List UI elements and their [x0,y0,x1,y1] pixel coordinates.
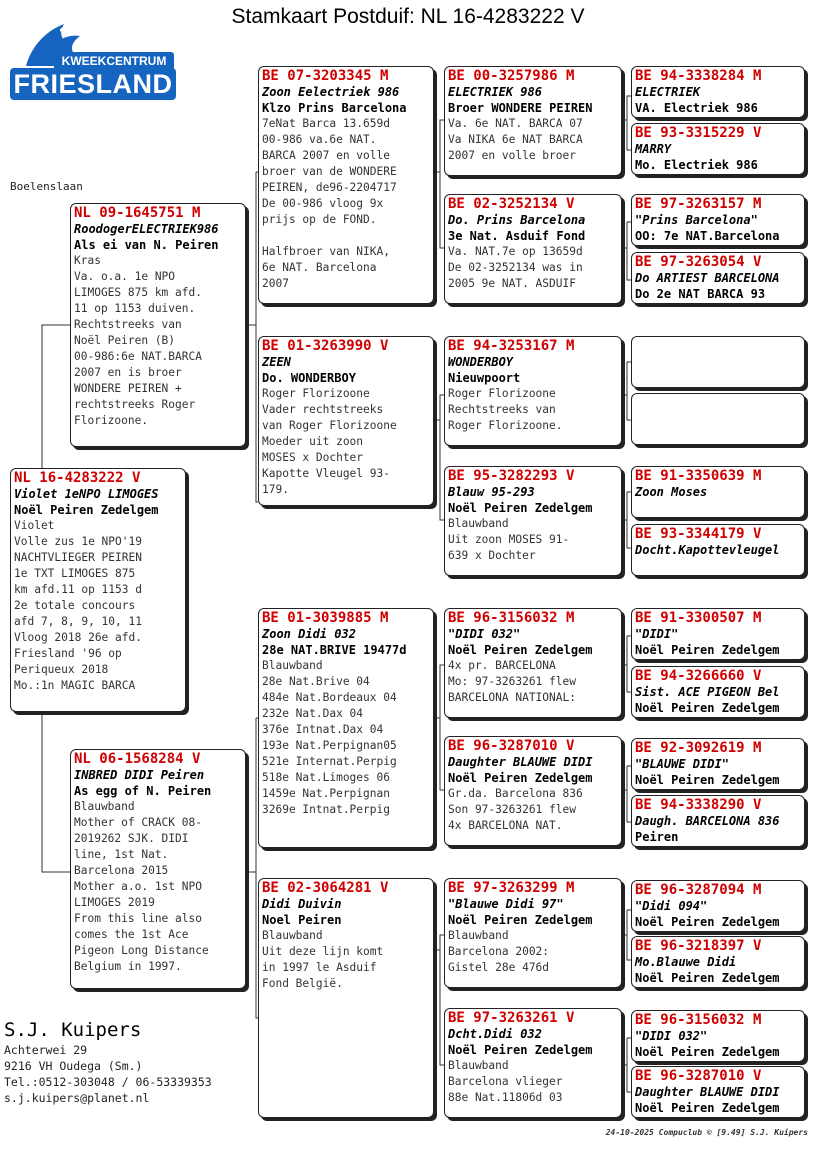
pigeon-subtitle: Noel Peiren [262,913,342,927]
pigeon-name: "Prins Barcelona" [635,213,758,227]
pigeon-info-line: Roger Florizoone [448,387,556,400]
pigeon-info-line: Mother a.o. 1st NPO [74,880,202,893]
pigeon-card-mm[interactable] [258,878,434,1118]
pigeon-name: Docht.Kapottevleugel [635,543,780,557]
pigeon-info-line: 2007 [262,277,289,290]
pigeon-card-mmff[interactable] [631,880,805,932]
pigeon-info-line: PEIREN, de96-2204717 [262,181,397,194]
pigeon-name: Daughter BLAUWE DIDI [448,755,593,769]
pigeon-info-line: BARCA 2007 en volle [262,149,390,162]
pigeon-info-line: Mo: 97-3263261 flew [448,675,576,688]
pigeon-card-mmmf[interactable] [631,1010,805,1062]
pigeon-info-line: 232e Nat.Dax 04 [262,707,364,720]
pigeon-info-line: Gr.da. Barcelona 836 [448,787,583,800]
ring-number: NL 06-1568284 V [74,751,201,767]
pigeon-subtitle: 28e NAT.BRIVE 19477d [262,643,407,657]
pigeon-subtitle: Noël Peiren Zedelgem [448,643,593,657]
pigeon-subtitle: Noël Peiren Zedelgem [635,971,780,985]
ring-number: BE 96-3156032 M [448,610,575,626]
pigeon-card-fm[interactable] [258,336,434,506]
ring-number: BE 94-3253167 M [448,338,575,354]
pigeon-subtitle: Noël Peiren Zedelgem [635,915,780,929]
pigeon-info-line: Rechtstreeks van [74,318,182,331]
pigeon-info-line: Blauwband [448,929,509,942]
pigeon-subtitle: Als ei van N. Peiren [74,238,219,252]
pigeon-info-line: comes the 1st Ace [74,928,189,941]
pigeon-info-line: 376e Intnat.Dax 04 [262,723,384,736]
pigeon-name: Do ARTIEST BARCELONA [635,271,780,285]
pigeon-info-line: Mo.:1n MAGIC BARCA [14,679,136,692]
pigeon-card-fmmf[interactable] [631,466,805,518]
pigeon-name: Blauw 95-293 [448,485,535,499]
page-title: Stamkaart Postduif: NL 16-4283222 V [231,5,585,28]
pigeon-card-ffmf[interactable] [631,194,805,246]
ring-number: BE 93-3315229 V [635,125,762,141]
pigeon-card-fff[interactable] [444,66,622,176]
pigeon-info-line: 179. [262,483,289,496]
pigeon-info-line: Rechtstreeks van [448,403,556,416]
pigeon-info-line: Barcelona vlieger [448,1075,563,1088]
pigeon-name: MARRY [635,142,672,156]
pigeon-info-line: Barcelona 2002: [448,945,550,958]
pigeon-card-ffm[interactable] [444,194,622,304]
pigeon-name: ELECTRIEK 986 [448,85,542,99]
pigeon-card-mother[interactable] [70,749,246,989]
pigeon-card-fmf[interactable] [444,336,622,446]
pigeon-name: Zoon Moses [635,485,708,499]
pigeon-info-line: 2007 en is broer [74,366,182,379]
pigeon-card-fmff[interactable] [631,336,805,388]
pigeon-info-line: Roger Florizoone [262,387,370,400]
ring-number: BE 97-3263157 M [635,196,762,212]
pigeon-subtitle: Noël Peiren Zedelgem [448,913,593,927]
pigeon-name: ELECTRIEK [635,85,701,99]
pigeon-info-line: afd 7, 8, 9, 10, 11 [14,615,142,628]
pigeon-card-mmfm[interactable] [631,936,805,988]
pigeon-info-line: Mother of CRACK 08- [74,816,202,829]
pigeon-name: "Blauwe Didi 97" [448,897,564,911]
pigeon-info-line: 193e Nat.Perpignan05 [262,739,397,752]
ring-number: BE 93-3344179 V [635,526,762,542]
ring-number: BE 97-3263054 V [635,254,762,270]
ring-number: BE 97-3263261 V [448,1010,575,1026]
pigeon-subtitle: Noël Peiren Zedelgem [448,771,593,785]
pigeon-info-line: Volle zus 1e NPO'19 [14,535,142,548]
ring-number: BE 00-3257986 M [448,68,575,84]
pigeon-subtitle: As egg of N. Peiren [74,784,212,798]
pigeon-info-line: Friesland '96 op [14,647,122,660]
pigeon-info-line: Va. o.a. 1e NPO [74,270,176,283]
pigeon-subtitle: Peiren [635,830,679,844]
owner-address: Achterwei 29 [4,1043,88,1057]
pigeon-subtitle: Do. WONDERBOY [262,371,356,385]
pigeon-info-line: Blauwband [448,517,509,530]
pigeon-subtitle: Noël Peiren Zedelgem [635,1045,780,1059]
pigeon-info-line: broer van de WONDERE [262,165,397,178]
pigeon-info-line [262,228,430,244]
logo-friesland-text: FRIESLAND [10,68,176,100]
pigeon-card-fmfm[interactable] [631,393,805,445]
pigeon-name: Dcht.Didi 032 [448,1027,542,1041]
pigeon-info-line: 1459e Nat.Perpignan [262,787,390,800]
pigeon-name: Violet 1eNPO LIMOGES [14,487,159,501]
pigeon-subtitle: Noël Peiren Zedelgem [635,1101,780,1115]
pigeon-card-ffff[interactable] [631,66,805,118]
pigeon-card-mfmm[interactable] [631,795,805,847]
pigeon-subtitle: Noël Peiren Zedelgem [635,643,780,657]
pigeon-info-line: 28e Nat.Brive 04 [262,675,370,688]
pigeon-info-line: prijs op de FOND. [262,213,377,226]
pigeon-info-line: BARCELONA NATIONAL: [448,691,576,704]
pigeon-card-ff[interactable] [258,66,434,304]
pigeon-info-line: 2e totale concours [14,599,136,612]
pigeon-card-mfm[interactable] [444,736,622,846]
pigeon-info-line: LIMOGES 875 km afd. [74,286,202,299]
ring-number: BE 94-3266660 V [635,668,762,684]
pigeon-info-line: Blauwband [74,800,135,813]
owner-block [4,1018,212,1106]
pigeon-info-line: 00-986:6e NAT.BARCA [74,350,202,363]
pigeon-name: Daughter BLAUWE DIDI [635,1085,780,1099]
pigeon-subtitle: Broer WONDERE PEIREN [448,101,593,115]
pigeon-info-line: 518e Nat.Limoges 06 [262,771,390,784]
ring-number: BE 02-3252134 V [448,196,575,212]
pigeon-info-line: Blauwband [262,659,323,672]
pigeon-subtitle: Noël Peiren Zedelgem [448,501,593,515]
ring-number: BE 96-3287010 V [635,1068,762,1084]
pigeon-info-line: LIMOGES 2019 [74,896,155,909]
ring-number: BE 91-3300507 M [635,610,762,626]
ring-number: BE 97-3263299 M [448,880,575,896]
ring-number: BE 95-3282293 V [448,468,575,484]
pigeon-name: "DIDI" [635,627,679,641]
pigeon-info-line: 11 op 1153 duiven. [74,302,196,315]
ring-number: BE 96-3287094 M [635,882,762,898]
pigeon-info-line: line, 1st Nat. [74,848,169,861]
pigeon-name: Didi Duivin [262,897,342,911]
pigeon-info-line: Halfbroer van NIKA, [262,245,390,258]
pigeon-info-line: Vader rechtstreeks [262,403,384,416]
pigeon-subtitle: VA. Electriek 986 [635,101,758,115]
pigeon-name: Sist. ACE PIGEON Bel [635,685,780,699]
pigeon-info-line: Violet [14,519,55,532]
ring-number: BE 96-3287010 V [448,738,575,754]
pigeon-card-mffm[interactable] [631,666,805,718]
owner-name: S.J. Kuipers [4,1019,142,1041]
pigeon-info-line: 7eNat Barca 13.659d [262,117,390,130]
pigeon-info-line: Uit zoon MOSES 91- [448,533,570,546]
kweekcentrum-logo [10,14,178,102]
ring-number: BE 96-3156032 M [635,1012,762,1028]
pigeon-info-line: De 02-3252134 was in [448,261,583,274]
pigeon-info-line: 00-986 va.6e NAT. [262,133,377,146]
pigeon-info-line: van Roger Florizoone [262,419,397,432]
pigeon-info-line: 4x pr. BARCELONA [448,659,556,672]
ring-number: BE 01-3263990 V [262,338,389,354]
ring-number: BE 96-3218397 V [635,938,762,954]
pigeon-card-mf[interactable] [258,608,434,848]
pigeon-name: WONDERBOY [448,355,514,369]
ring-number: BE 94-3338284 M [635,68,762,84]
pigeon-name: ZEEN [262,355,291,369]
pigeon-info-line: 4x BARCELONA NAT. [448,819,563,832]
pigeon-subtitle: Do 2e NAT BARCA 93 [635,287,766,301]
pigeon-info-line: Blauwband [448,1059,509,1072]
pigeon-info-line: in 1997 le Asduif [262,961,377,974]
pigeon-card-mmmm[interactable] [631,1066,805,1118]
pigeon-name: "DIDI 032" [448,627,521,641]
pigeon-info-line: Kras [74,254,101,267]
pigeon-card-fmm[interactable] [444,466,622,576]
ring-number: BE 01-3039885 M [262,610,389,626]
pigeon-info-line: De 00-986 vloog 9x [262,197,384,210]
pigeon-card-fmmm[interactable] [631,524,805,576]
pigeon-name: Zoon Eelectriek 986 [262,85,400,99]
loft-name: Boelenslaan [10,180,83,193]
pigeon-info-line: 2005 9e NAT. ASDUIF [448,277,576,290]
pigeon-info-line: NACHTVLIEGER PEIREN [14,551,142,564]
pigeon-info-line: 639 x Dochter [448,549,536,562]
ring-number: BE 02-3064281 V [262,880,389,896]
pigeon-info-line: Gistel 28e 476d [448,961,550,974]
pigeon-info-line: Va. NAT.7e op 13659d [448,245,583,258]
pigeon-subtitle: Noël Peiren Zedelgem [14,503,159,517]
pigeon-info-line: Vloog 2018 26e afd. [14,631,142,644]
pigeon-card-mfmf[interactable] [631,738,805,790]
pigeon-info-line: Roger Florizoone. [448,419,563,432]
pigeon-info-line: Fond België. [262,977,343,990]
pigeon-info-line: Noël Peiren (B) [74,334,176,347]
pigeon-info-line: 6e NAT. Barcelona [262,261,377,274]
pigeon-name: Daugh. BARCELONA 836 [635,814,780,828]
pigeon-name: INBRED DIDI Peiren [74,768,205,782]
pigeon-card-ffmm[interactable] [631,252,805,304]
pigeon-name: "DIDI 032" [635,1029,708,1043]
pigeon-subtitle: Noël Peiren Zedelgem [448,1043,593,1057]
pigeon-info-line: Blauwband [262,929,323,942]
pigeon-info-line: Florizoone. [74,414,149,427]
pigeon-info-line: Va. 6e NAT. BARCA 07 [448,117,583,130]
pigeon-subtitle: OO: 7e NAT.Barcelona [635,229,780,243]
logo-kweekcentrum-text: KWEEKCENTRUM [54,52,174,70]
pigeon-name: RoodogerELECTRIEK986 [74,222,219,236]
owner-email[interactable]: s.j.kuipers@planet.nl [4,1091,150,1105]
pigeon-name: "Didi 094" [635,899,708,913]
pigeon-card-mmm[interactable] [444,1008,622,1118]
pigeon-info-line: Barcelona 2015 [74,864,169,877]
pigeon-info-line: Belgium in 1997. [74,960,182,973]
pigeon-card-mfff[interactable] [631,608,805,660]
pigeon-info-line: 1e TXT LIMOGES 875 [14,567,136,580]
pigeon-subtitle: Mo. Electriek 986 [635,158,758,172]
pigeon-info-line: Uit deze lijn komt [262,945,384,958]
pigeon-subtitle: Noël Peiren Zedelgem [635,701,780,715]
pigeon-subtitle: Klzo Prins Barcelona [262,101,407,115]
pigeon-name: "BLAUWE DIDI" [635,757,729,771]
pigeon-info-line: Moeder uit zoon [262,435,364,448]
ring-number: BE 91-3350639 M [635,468,762,484]
pigeon-subtitle: 3e Nat. Asduif Fond [448,229,586,243]
pigeon-info-line: 3269e Intnat.Perpig [262,803,390,816]
pigeon-info-line: MOSES x Dochter [262,451,364,464]
pigeon-info-line: From this line also [74,912,202,925]
owner-city: 9216 VH Oudega (Sm.) [4,1059,143,1073]
ring-number: NL 09-1645751 M [74,205,201,221]
ring-number: BE 94-3338290 V [635,797,762,813]
pigeon-info-line: 521e Internat.Perpig [262,755,397,768]
pigeon-info-line: Pigeon Long Distance [74,944,209,957]
pigeon-info-line: 484e Nat.Bordeaux 04 [262,691,397,704]
pigeon-name: Mo.Blauwe Didi [635,955,737,969]
pigeon-card-fffm[interactable] [631,123,805,175]
pigeon-subtitle: Nieuwpoort [448,371,521,385]
pigeon-card-mff[interactable] [444,608,622,718]
pigeon-info-line: km afd.11 op 1153 d [14,583,142,596]
ring-number: BE 92-3092619 M [635,740,762,756]
pigeon-card-subject[interactable] [10,468,186,712]
pigeon-subtitle: Noël Peiren Zedelgem [635,773,780,787]
pigeon-info-line: Kapotte Vleugel 93- [262,467,390,480]
pigeon-card-mmf[interactable] [444,878,622,988]
pigeon-info-line: 2019262 SJK. DIDI [74,832,189,845]
ring-number: BE 07-3203345 M [262,68,389,84]
pigeon-info-line: Son 97-3263261 flew [448,803,576,816]
pigeon-card-father[interactable] [70,203,246,447]
pigeon-info-line: Periqueux 2018 [14,663,109,676]
owner-phone: Tel.:0512-303048 / 06-53339353 [4,1075,212,1089]
pigeon-info-line: 2007 en volle broer [448,149,576,162]
pigeon-info-line: rechtstreeks Roger [74,398,196,411]
footer-credits: 24-10-2025 Compuclub © [9.49] S.J. Kuipers [605,1128,808,1137]
ring-number: NL 16-4283222 V [14,470,141,486]
pigeon-name: Do. Prins Barcelona [448,213,586,227]
pigeon-info-line: Va NIKA 6e NAT BARCA [448,133,583,146]
pigeon-info-line: 88e Nat.11806d 03 [448,1091,563,1104]
pigeon-info-line: WONDERE PEIREN + [74,382,182,395]
pigeon-name: Zoon Didi 032 [262,627,356,641]
